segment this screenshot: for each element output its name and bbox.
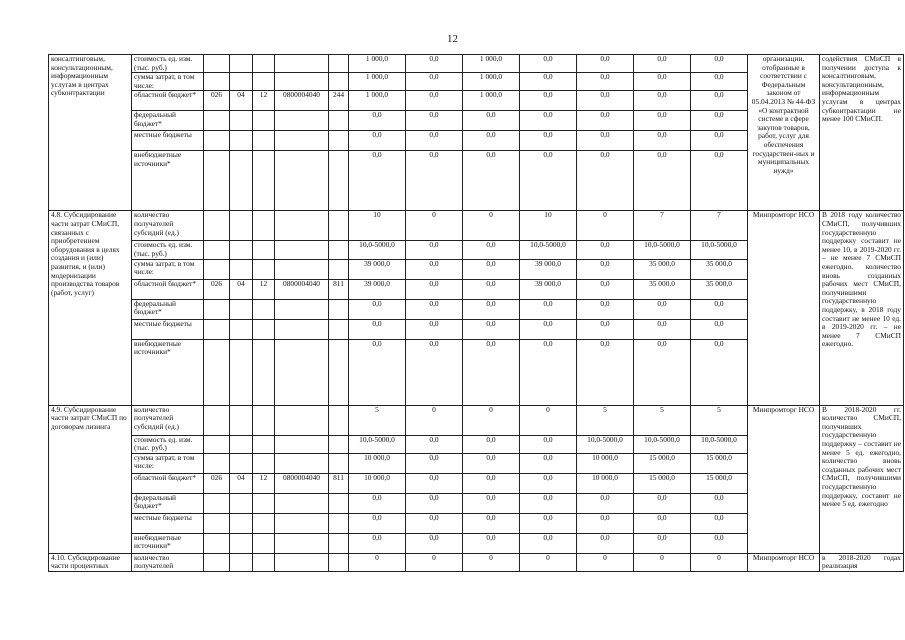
value-cell: 10 000,0 bbox=[349, 453, 406, 473]
section-code-cell: 04 bbox=[230, 473, 253, 493]
target-article-cell: 0800004040 bbox=[275, 473, 329, 493]
target-article-cell bbox=[275, 55, 329, 73]
section-code-cell bbox=[230, 73, 253, 91]
value-cell: 0,0 bbox=[406, 299, 463, 319]
grbs-code-cell bbox=[204, 453, 230, 473]
value-cell: 0,0 bbox=[577, 279, 634, 299]
value-cell: 0,0 bbox=[520, 319, 577, 339]
value-cell: 1 000,0 bbox=[463, 73, 520, 91]
expense-type-cell: 811 bbox=[329, 473, 349, 493]
section-code-cell bbox=[230, 299, 253, 319]
value-cell: 0,0 bbox=[406, 111, 463, 131]
value-cell: 0,0 bbox=[349, 513, 406, 533]
expense-type-cell bbox=[329, 513, 349, 533]
value-cell: 1 000,0 bbox=[349, 55, 406, 73]
target-article-cell bbox=[275, 493, 329, 513]
value-cell: 0,0 bbox=[634, 55, 691, 73]
value-cell: 10,0-5000,0 bbox=[691, 435, 748, 453]
grbs-code-cell bbox=[204, 73, 230, 91]
value-cell: 0,0 bbox=[406, 453, 463, 473]
expense-type-cell bbox=[329, 493, 349, 513]
value-cell: 0,0 bbox=[634, 533, 691, 553]
expected-result-cell: содействия СМиСП в получении доступа к консалтинговым, консультационным, информационным услугам в центрах субконтрактации не менее 100 СМиСП. bbox=[820, 55, 904, 211]
value-cell: 0,0 bbox=[577, 91, 634, 111]
value-cell: 0,0 bbox=[691, 91, 748, 111]
value-cell: 15 000,0 bbox=[634, 473, 691, 493]
value-cell: 39 000,0 bbox=[349, 279, 406, 299]
value-cell: 0,0 bbox=[406, 435, 463, 453]
grbs-code-cell bbox=[204, 513, 230, 533]
indicator-label-cell: сумма затрат, в том числе: bbox=[132, 73, 204, 91]
grbs-code-cell bbox=[204, 259, 230, 279]
program-measures-table bbox=[48, 54, 904, 572]
target-article-cell: 0800004040 bbox=[275, 91, 329, 111]
grbs-code-cell bbox=[204, 111, 230, 131]
indicator-label-cell: федеральный бюджет* bbox=[132, 111, 204, 131]
table-row bbox=[49, 211, 904, 241]
value-cell: 10,0-5000,0 bbox=[634, 435, 691, 453]
grbs-code-cell bbox=[204, 131, 230, 151]
subsection-code-cell: 12 bbox=[253, 473, 275, 493]
grbs-code-cell bbox=[204, 211, 230, 241]
value-cell: 0,0 bbox=[520, 513, 577, 533]
value-cell: 5 bbox=[634, 405, 691, 435]
expense-type-cell bbox=[329, 405, 349, 435]
target-article-cell bbox=[275, 533, 329, 553]
value-cell: 0 bbox=[406, 553, 463, 571]
target-article-cell bbox=[275, 453, 329, 473]
value-cell: 0,0 bbox=[406, 339, 463, 405]
value-cell: 1 000,0 bbox=[349, 91, 406, 111]
grbs-code-cell bbox=[204, 493, 230, 513]
section-code-cell bbox=[230, 435, 253, 453]
target-article-cell bbox=[275, 73, 329, 91]
value-cell: 0,0 bbox=[520, 55, 577, 73]
target-article-cell bbox=[275, 319, 329, 339]
value-cell: 0,0 bbox=[406, 241, 463, 259]
section-code-cell bbox=[230, 151, 253, 211]
expected-result-cell: В 2018 году количество СМиСП, получивших государственную поддержку составит не менее 10, в 2019-2020 гг. – не менее 7 СМиСП ежегодно. количество вновь созданных рабочих мест СМиСП, получившими государственную поддержку, в 2018 году составит не менее 10 ед. в 2019-2020 гг. – не менее 7 СМиСП ежегодно. bbox=[820, 211, 904, 405]
value-cell: 0 bbox=[520, 553, 577, 571]
value-cell: 0,0 bbox=[349, 111, 406, 131]
value-cell: 0 bbox=[577, 553, 634, 571]
target-article-cell: 0800004040 bbox=[275, 279, 329, 299]
value-cell: 39 000,0 bbox=[520, 259, 577, 279]
expense-type-cell bbox=[329, 453, 349, 473]
value-cell: 0,0 bbox=[577, 533, 634, 553]
value-cell: 0 bbox=[634, 553, 691, 571]
executor-cell: организации, отобранные в соответствии с Федеральным законом от 05.04.2013 № 44-ФЗ «О контрактной системе в сфере закупов товаров, работ, услуг для обеспечения государствен-ных и муниципальных нужд» bbox=[748, 55, 820, 211]
value-cell: 10 000,0 bbox=[577, 453, 634, 473]
grbs-code-cell bbox=[204, 299, 230, 319]
value-cell: 0,0 bbox=[463, 131, 520, 151]
expected-result-cell: в 2018-2020 годах реализация bbox=[820, 553, 904, 571]
section-code-cell bbox=[230, 55, 253, 73]
indicator-label-cell: количество получателей субсидий (ед.) bbox=[132, 405, 204, 435]
value-cell: 5 bbox=[577, 405, 634, 435]
grbs-code-cell bbox=[204, 241, 230, 259]
target-article-cell bbox=[275, 151, 329, 211]
value-cell: 0,0 bbox=[406, 55, 463, 73]
value-cell: 0,0 bbox=[691, 299, 748, 319]
target-article-cell bbox=[275, 405, 329, 435]
value-cell: 0,0 bbox=[463, 259, 520, 279]
value-cell: 0,0 bbox=[406, 513, 463, 533]
value-cell: 0,0 bbox=[577, 55, 634, 73]
subsection-code-cell bbox=[253, 533, 275, 553]
value-cell: 0,0 bbox=[520, 493, 577, 513]
subsection-code-cell bbox=[253, 55, 275, 73]
value-cell: 35 000,0 bbox=[634, 279, 691, 299]
value-cell: 0,0 bbox=[520, 111, 577, 131]
indicator-label-cell: стоимость ед. изм. (тыс. руб.) bbox=[132, 435, 204, 453]
grbs-code-cell bbox=[204, 151, 230, 211]
table-row bbox=[49, 55, 904, 73]
value-cell: 5 bbox=[349, 405, 406, 435]
value-cell: 0,0 bbox=[520, 453, 577, 473]
value-cell: 0,0 bbox=[577, 73, 634, 91]
subsection-code-cell bbox=[253, 453, 275, 473]
grbs-code-cell bbox=[204, 533, 230, 553]
value-cell: 0 bbox=[520, 405, 577, 435]
value-cell: 0,0 bbox=[577, 151, 634, 211]
subsection-code-cell bbox=[253, 339, 275, 405]
value-cell: 0,0 bbox=[577, 299, 634, 319]
value-cell: 0 bbox=[463, 553, 520, 571]
value-cell: 0,0 bbox=[349, 151, 406, 211]
expense-type-cell bbox=[329, 319, 349, 339]
value-cell: 0,0 bbox=[691, 55, 748, 73]
value-cell: 39 000,0 bbox=[520, 279, 577, 299]
value-cell: 10 bbox=[520, 211, 577, 241]
measure-name-cell: консалтинговым, консультационным, информационным услугам в центрах субконтрактации bbox=[49, 55, 132, 211]
indicator-label-cell: стоимость ед. изм. (тыс. руб.) bbox=[132, 55, 204, 73]
indicator-label-cell: областной бюджет* bbox=[132, 91, 204, 111]
expense-type-cell bbox=[329, 241, 349, 259]
value-cell: 0,0 bbox=[406, 151, 463, 211]
indicator-label-cell: местные бюджеты bbox=[132, 319, 204, 339]
value-cell: 39 000,0 bbox=[349, 259, 406, 279]
value-cell: 0,0 bbox=[463, 473, 520, 493]
value-cell: 0,0 bbox=[577, 131, 634, 151]
subsection-code-cell bbox=[253, 111, 275, 131]
target-article-cell bbox=[275, 131, 329, 151]
value-cell: 0,0 bbox=[691, 319, 748, 339]
section-code-cell bbox=[230, 241, 253, 259]
value-cell: 0,0 bbox=[406, 473, 463, 493]
value-cell: 10,0-5000,0 bbox=[577, 435, 634, 453]
expense-type-cell bbox=[329, 151, 349, 211]
value-cell: 10 bbox=[349, 211, 406, 241]
value-cell: 0,0 bbox=[406, 319, 463, 339]
value-cell: 0,0 bbox=[349, 319, 406, 339]
executor-cell: Минпромторг НСО bbox=[748, 405, 820, 553]
expense-type-cell bbox=[329, 55, 349, 73]
value-cell: 0,0 bbox=[520, 73, 577, 91]
value-cell: 1 000,0 bbox=[463, 55, 520, 73]
value-cell: 0,0 bbox=[463, 453, 520, 473]
value-cell: 5 bbox=[691, 405, 748, 435]
value-cell: 0,0 bbox=[406, 73, 463, 91]
grbs-code-cell bbox=[204, 435, 230, 453]
value-cell: 0 bbox=[349, 553, 406, 571]
value-cell: 0,0 bbox=[577, 339, 634, 405]
subsection-code-cell bbox=[253, 151, 275, 211]
indicator-label-cell: сумма затрат, в том числе: bbox=[132, 259, 204, 279]
value-cell: 10,0-5000,0 bbox=[634, 241, 691, 259]
section-code-cell bbox=[230, 533, 253, 553]
grbs-code-cell bbox=[204, 405, 230, 435]
expense-type-cell bbox=[329, 533, 349, 553]
expense-type-cell bbox=[329, 131, 349, 151]
measure-name-cell: 4.8. Субсидирование части затрат СМиСП, связанных с приобретением оборудования в целях создания и (или) развития, и (или) модернизации производства товаров (работ, услуг) bbox=[49, 211, 132, 405]
value-cell: 0,0 bbox=[634, 111, 691, 131]
subsection-code-cell bbox=[253, 259, 275, 279]
indicator-label-cell: местные бюджеты bbox=[132, 513, 204, 533]
value-cell: 0 bbox=[406, 405, 463, 435]
value-cell: 0,0 bbox=[463, 435, 520, 453]
value-cell: 0,0 bbox=[691, 513, 748, 533]
section-code-cell bbox=[230, 453, 253, 473]
target-article-cell bbox=[275, 211, 329, 241]
value-cell: 0,0 bbox=[634, 91, 691, 111]
value-cell: 0,0 bbox=[691, 533, 748, 553]
value-cell: 0,0 bbox=[691, 493, 748, 513]
value-cell: 0,0 bbox=[520, 533, 577, 553]
value-cell: 0,0 bbox=[520, 91, 577, 111]
value-cell: 0,0 bbox=[463, 151, 520, 211]
value-cell: 0,0 bbox=[577, 111, 634, 131]
value-cell: 0,0 bbox=[349, 131, 406, 151]
subsection-code-cell bbox=[253, 73, 275, 91]
expense-type-cell bbox=[329, 259, 349, 279]
value-cell: 0,0 bbox=[691, 339, 748, 405]
value-cell: 0,0 bbox=[577, 241, 634, 259]
value-cell: 0 bbox=[691, 553, 748, 571]
value-cell: 0,0 bbox=[349, 339, 406, 405]
value-cell: 0,0 bbox=[577, 319, 634, 339]
value-cell: 0,0 bbox=[520, 339, 577, 405]
value-cell: 0,0 bbox=[406, 493, 463, 513]
subsection-code-cell bbox=[253, 405, 275, 435]
value-cell: 35 000,0 bbox=[634, 259, 691, 279]
value-cell: 0,0 bbox=[634, 513, 691, 533]
value-cell: 10 000,0 bbox=[577, 473, 634, 493]
value-cell: 0,0 bbox=[406, 91, 463, 111]
value-cell: 10 000,0 bbox=[349, 473, 406, 493]
section-code-cell bbox=[230, 553, 253, 571]
indicator-label-cell: областной бюджет* bbox=[132, 279, 204, 299]
value-cell: 0,0 bbox=[577, 493, 634, 513]
section-code-cell bbox=[230, 339, 253, 405]
value-cell: 0,0 bbox=[463, 241, 520, 259]
subsection-code-cell bbox=[253, 241, 275, 259]
target-article-cell bbox=[275, 111, 329, 131]
value-cell: 0,0 bbox=[349, 493, 406, 513]
indicator-label-cell: внебюджетные источники* bbox=[132, 339, 204, 405]
indicator-label-cell: областной бюджет* bbox=[132, 473, 204, 493]
subsection-code-cell bbox=[253, 211, 275, 241]
subsection-code-cell: 12 bbox=[253, 279, 275, 299]
indicator-label-cell: сумма затрат, в том числе: bbox=[132, 453, 204, 473]
expense-type-cell: 811 bbox=[329, 279, 349, 299]
table-row bbox=[49, 405, 904, 435]
value-cell: 0,0 bbox=[406, 131, 463, 151]
measure-name-cell: 4.10. Субсидирование части процентных bbox=[49, 553, 132, 571]
value-cell: 0,0 bbox=[463, 493, 520, 513]
executor-cell: Минпромторг НСО bbox=[748, 211, 820, 405]
value-cell: 10,0-5000,0 bbox=[520, 241, 577, 259]
indicator-label-cell: внебюджетные источники* bbox=[132, 151, 204, 211]
value-cell: 10,0-5000,0 bbox=[349, 241, 406, 259]
value-cell: 0,0 bbox=[463, 533, 520, 553]
subsection-code-cell bbox=[253, 299, 275, 319]
value-cell: 0,0 bbox=[691, 111, 748, 131]
subsection-code-cell bbox=[253, 493, 275, 513]
value-cell: 0,0 bbox=[406, 279, 463, 299]
value-cell: 0,0 bbox=[634, 151, 691, 211]
value-cell: 1 000,0 bbox=[349, 73, 406, 91]
grbs-code-cell: 026 bbox=[204, 279, 230, 299]
value-cell: 15 000,0 bbox=[634, 453, 691, 473]
expense-type-cell bbox=[329, 211, 349, 241]
section-code-cell bbox=[230, 131, 253, 151]
expense-type-cell bbox=[329, 299, 349, 319]
expense-type-cell bbox=[329, 339, 349, 405]
value-cell: 0,0 bbox=[349, 299, 406, 319]
value-cell: 0,0 bbox=[634, 299, 691, 319]
value-cell: 0,0 bbox=[520, 151, 577, 211]
value-cell: 0,0 bbox=[691, 131, 748, 151]
subsection-code-cell bbox=[253, 319, 275, 339]
indicator-label-cell: количество получателей субсидий (ед.) bbox=[132, 211, 204, 241]
value-cell: 10,0-5000,0 bbox=[691, 241, 748, 259]
value-cell: 0,0 bbox=[577, 513, 634, 533]
value-cell: 10,0-5000,0 bbox=[349, 435, 406, 453]
section-code-cell bbox=[230, 211, 253, 241]
indicator-label-cell: федеральный бюджет* bbox=[132, 299, 204, 319]
expense-type-cell bbox=[329, 73, 349, 91]
grbs-code-cell: 026 bbox=[204, 473, 230, 493]
value-cell: 0 bbox=[406, 211, 463, 241]
grbs-code-cell bbox=[204, 339, 230, 405]
expected-result-cell: В 2018-2020 гг. количество СМиСП, получивших государственную поддержку – составит не менее 5 ед. ежегодно, количество вновь созданных рабочих мест СМиСП, получившими государственную поддержку, составит не менее 5 ед. ежегодно bbox=[820, 405, 904, 553]
target-article-cell bbox=[275, 435, 329, 453]
expense-type-cell bbox=[329, 435, 349, 453]
indicator-label-cell: федеральный бюджет* bbox=[132, 493, 204, 513]
executor-cell: Минпромторг НСО bbox=[748, 553, 820, 571]
grbs-code-cell bbox=[204, 319, 230, 339]
value-cell: 0,0 bbox=[463, 111, 520, 131]
value-cell: 35 000,0 bbox=[691, 279, 748, 299]
value-cell: 7 bbox=[634, 211, 691, 241]
value-cell: 0,0 bbox=[520, 473, 577, 493]
target-article-cell bbox=[275, 553, 329, 571]
value-cell: 0 bbox=[577, 211, 634, 241]
value-cell: 35 000,0 bbox=[691, 259, 748, 279]
section-code-cell bbox=[230, 513, 253, 533]
target-article-cell bbox=[275, 513, 329, 533]
value-cell: 7 bbox=[691, 211, 748, 241]
section-code-cell: 04 bbox=[230, 91, 253, 111]
value-cell: 15 000,0 bbox=[691, 453, 748, 473]
value-cell: 0,0 bbox=[406, 259, 463, 279]
target-article-cell bbox=[275, 299, 329, 319]
subsection-code-cell bbox=[253, 131, 275, 151]
grbs-code-cell: 026 bbox=[204, 91, 230, 111]
subsection-code-cell bbox=[253, 553, 275, 571]
value-cell: 0,0 bbox=[634, 319, 691, 339]
value-cell: 0,0 bbox=[520, 299, 577, 319]
value-cell: 0,0 bbox=[520, 131, 577, 151]
section-code-cell bbox=[230, 493, 253, 513]
page-number: 12 bbox=[447, 33, 458, 45]
value-cell: 0,0 bbox=[463, 319, 520, 339]
value-cell: 0,0 bbox=[634, 73, 691, 91]
section-code-cell bbox=[230, 319, 253, 339]
subsection-code-cell bbox=[253, 513, 275, 533]
grbs-code-cell bbox=[204, 55, 230, 73]
target-article-cell bbox=[275, 241, 329, 259]
measure-name-cell: 4.9. Субсидирование части затрат СМиСП по договорам лизинга bbox=[49, 405, 132, 553]
value-cell: 0,0 bbox=[577, 259, 634, 279]
value-cell: 15 000,0 bbox=[691, 473, 748, 493]
grbs-code-cell bbox=[204, 553, 230, 571]
section-code-cell bbox=[230, 259, 253, 279]
expense-type-cell bbox=[329, 111, 349, 131]
value-cell: 1 000,0 bbox=[463, 91, 520, 111]
expense-type-cell bbox=[329, 553, 349, 571]
value-cell: 0,0 bbox=[520, 435, 577, 453]
value-cell: 0,0 bbox=[634, 131, 691, 151]
value-cell: 0,0 bbox=[349, 533, 406, 553]
value-cell: 0,0 bbox=[634, 339, 691, 405]
table-row bbox=[49, 553, 904, 571]
value-cell: 0,0 bbox=[463, 513, 520, 533]
expense-type-cell: 244 bbox=[329, 91, 349, 111]
value-cell: 0,0 bbox=[463, 339, 520, 405]
section-code-cell bbox=[230, 405, 253, 435]
target-article-cell bbox=[275, 259, 329, 279]
indicator-label-cell: количество получателей bbox=[132, 553, 204, 571]
value-cell: 0,0 bbox=[691, 151, 748, 211]
subsection-code-cell bbox=[253, 435, 275, 453]
value-cell: 0,0 bbox=[463, 279, 520, 299]
section-code-cell: 04 bbox=[230, 279, 253, 299]
indicator-label-cell: стоимость ед. изм. (тыс. руб.) bbox=[132, 241, 204, 259]
section-code-cell bbox=[230, 111, 253, 131]
value-cell: 0,0 bbox=[463, 299, 520, 319]
indicator-label-cell: внебюджетные источники* bbox=[132, 533, 204, 553]
subsection-code-cell: 12 bbox=[253, 91, 275, 111]
value-cell: 0 bbox=[463, 211, 520, 241]
target-article-cell bbox=[275, 339, 329, 405]
value-cell: 0 bbox=[463, 405, 520, 435]
value-cell: 0,0 bbox=[634, 493, 691, 513]
indicator-label-cell: местные бюджеты bbox=[132, 131, 204, 151]
value-cell: 0,0 bbox=[406, 533, 463, 553]
value-cell: 0,0 bbox=[691, 73, 748, 91]
